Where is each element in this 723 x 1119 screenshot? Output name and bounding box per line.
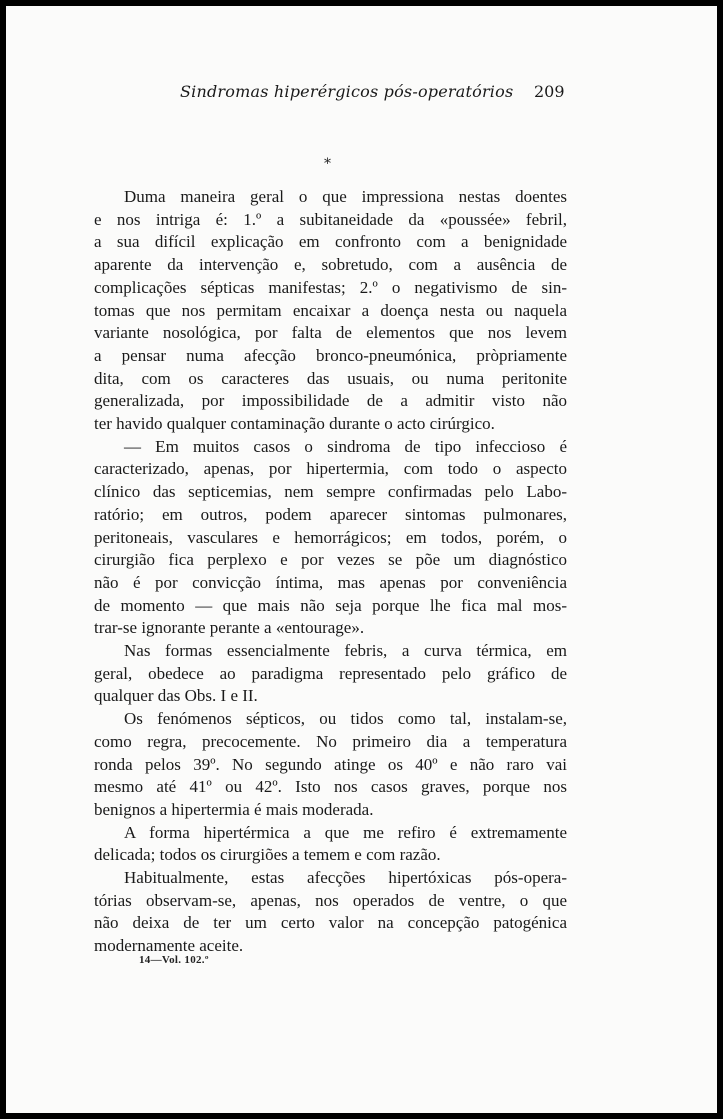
text-line: não deixa de ter um certo valor na concepção patogénica: [94, 913, 567, 933]
text-line: clínico das septicemias, nem sempre confirmadas pelo Labo-: [94, 482, 567, 502]
text-line: a sua difícil explicação em confronto com a benignidade: [94, 232, 567, 252]
text-line: Os fenómenos sépticos, ou tidos como tal, instalam-se,: [124, 709, 567, 729]
text-line: peritoneais, vasculares e hemorrágicos; em todos, porém, o: [94, 527, 567, 547]
text-line: mesmo até 41º ou 42º. Isto nos casos graves, porque nos: [94, 777, 567, 797]
text-line: caracterizado, apenas, por hipertermia, com todo o aspecto: [94, 459, 567, 479]
text-line: Duma maneira geral o que impressiona nestas doentes: [124, 187, 567, 206]
text-line: ronda pelos 39º. No segundo atinge os 40º e não raro vai: [94, 754, 567, 774]
text-line: A forma hipertérmica a que me refiro é extremamente: [124, 822, 567, 842]
text-line: Habitualmente, estas afecções hipertóxicas pós-opera-: [124, 868, 567, 887]
text-line: complicações sépticas manifestas; 2.º o negativismo de sin-: [94, 277, 567, 297]
text-line: Nas formas essencialmente febris, a curva térmica, em: [124, 641, 567, 660]
section-separator: *: [324, 156, 331, 172]
text-line: ratório; em outros, podem aparecer sintomas pulmonares,: [94, 504, 567, 524]
text-line: não é por convicção íntima, mas apenas por conveniência: [94, 572, 567, 592]
text-line: benignos a hipertermia é mais moderada.: [94, 799, 374, 819]
text-line: dita, com os caracteres das usuais, ou numa peritonite: [94, 368, 567, 388]
text-line: de momento — que mais não seja porque lhe fica mal mos-: [94, 595, 567, 615]
text-line: a pensar numa afecção bronco-pneumónica, pròpriamente: [94, 345, 567, 365]
running-header-title: Sindromas hiperérgicos pós-operatórios: [180, 82, 514, 101]
printer-signature-mark: 14—Vol. 102.º: [139, 954, 209, 966]
text-line: variante nosológica, por falta de elementos que nos levem: [94, 323, 567, 343]
text-line: cirurgião fica perplexo e por vezes se põe um diagnóstico: [94, 550, 567, 570]
text-line: como regra, precocemente. No primeiro dia a temperatura: [94, 731, 567, 751]
text-line: tórias observam-se, apenas, nos operados de ventre, o que: [94, 890, 567, 910]
text-line: delicada; todos os cirurgiões a temem e com razão.: [94, 845, 441, 865]
text-line: e nos intriga é: 1.º a subitaneidade da «poussée» febril,: [94, 209, 567, 229]
text-line: tomas que nos permitam encaixar a doença nesta ou naquela: [94, 300, 567, 320]
page-number: 209: [534, 82, 565, 101]
text-line: aparente da intervenção e, sobretudo, com a ausência de: [94, 255, 567, 275]
text-line: geral, obedece ao paradigma representado pelo gráfico de: [94, 663, 567, 683]
text-line: modernamente aceite.: [94, 936, 244, 956]
text-line: — Em muitos casos o sindroma de tipo infeccioso é: [124, 436, 567, 456]
text-line: qualquer das Obs. I e II.: [94, 686, 258, 706]
text-line: generalizada, por impossibilidade de a admitir visto não: [94, 391, 567, 411]
text-line: ter havido qualquer contaminação durante o acto cirúrgico.: [94, 414, 495, 433]
text-line: trar-se ignorante perante a «entourage».: [94, 618, 365, 638]
book-page: [6, 6, 717, 1113]
